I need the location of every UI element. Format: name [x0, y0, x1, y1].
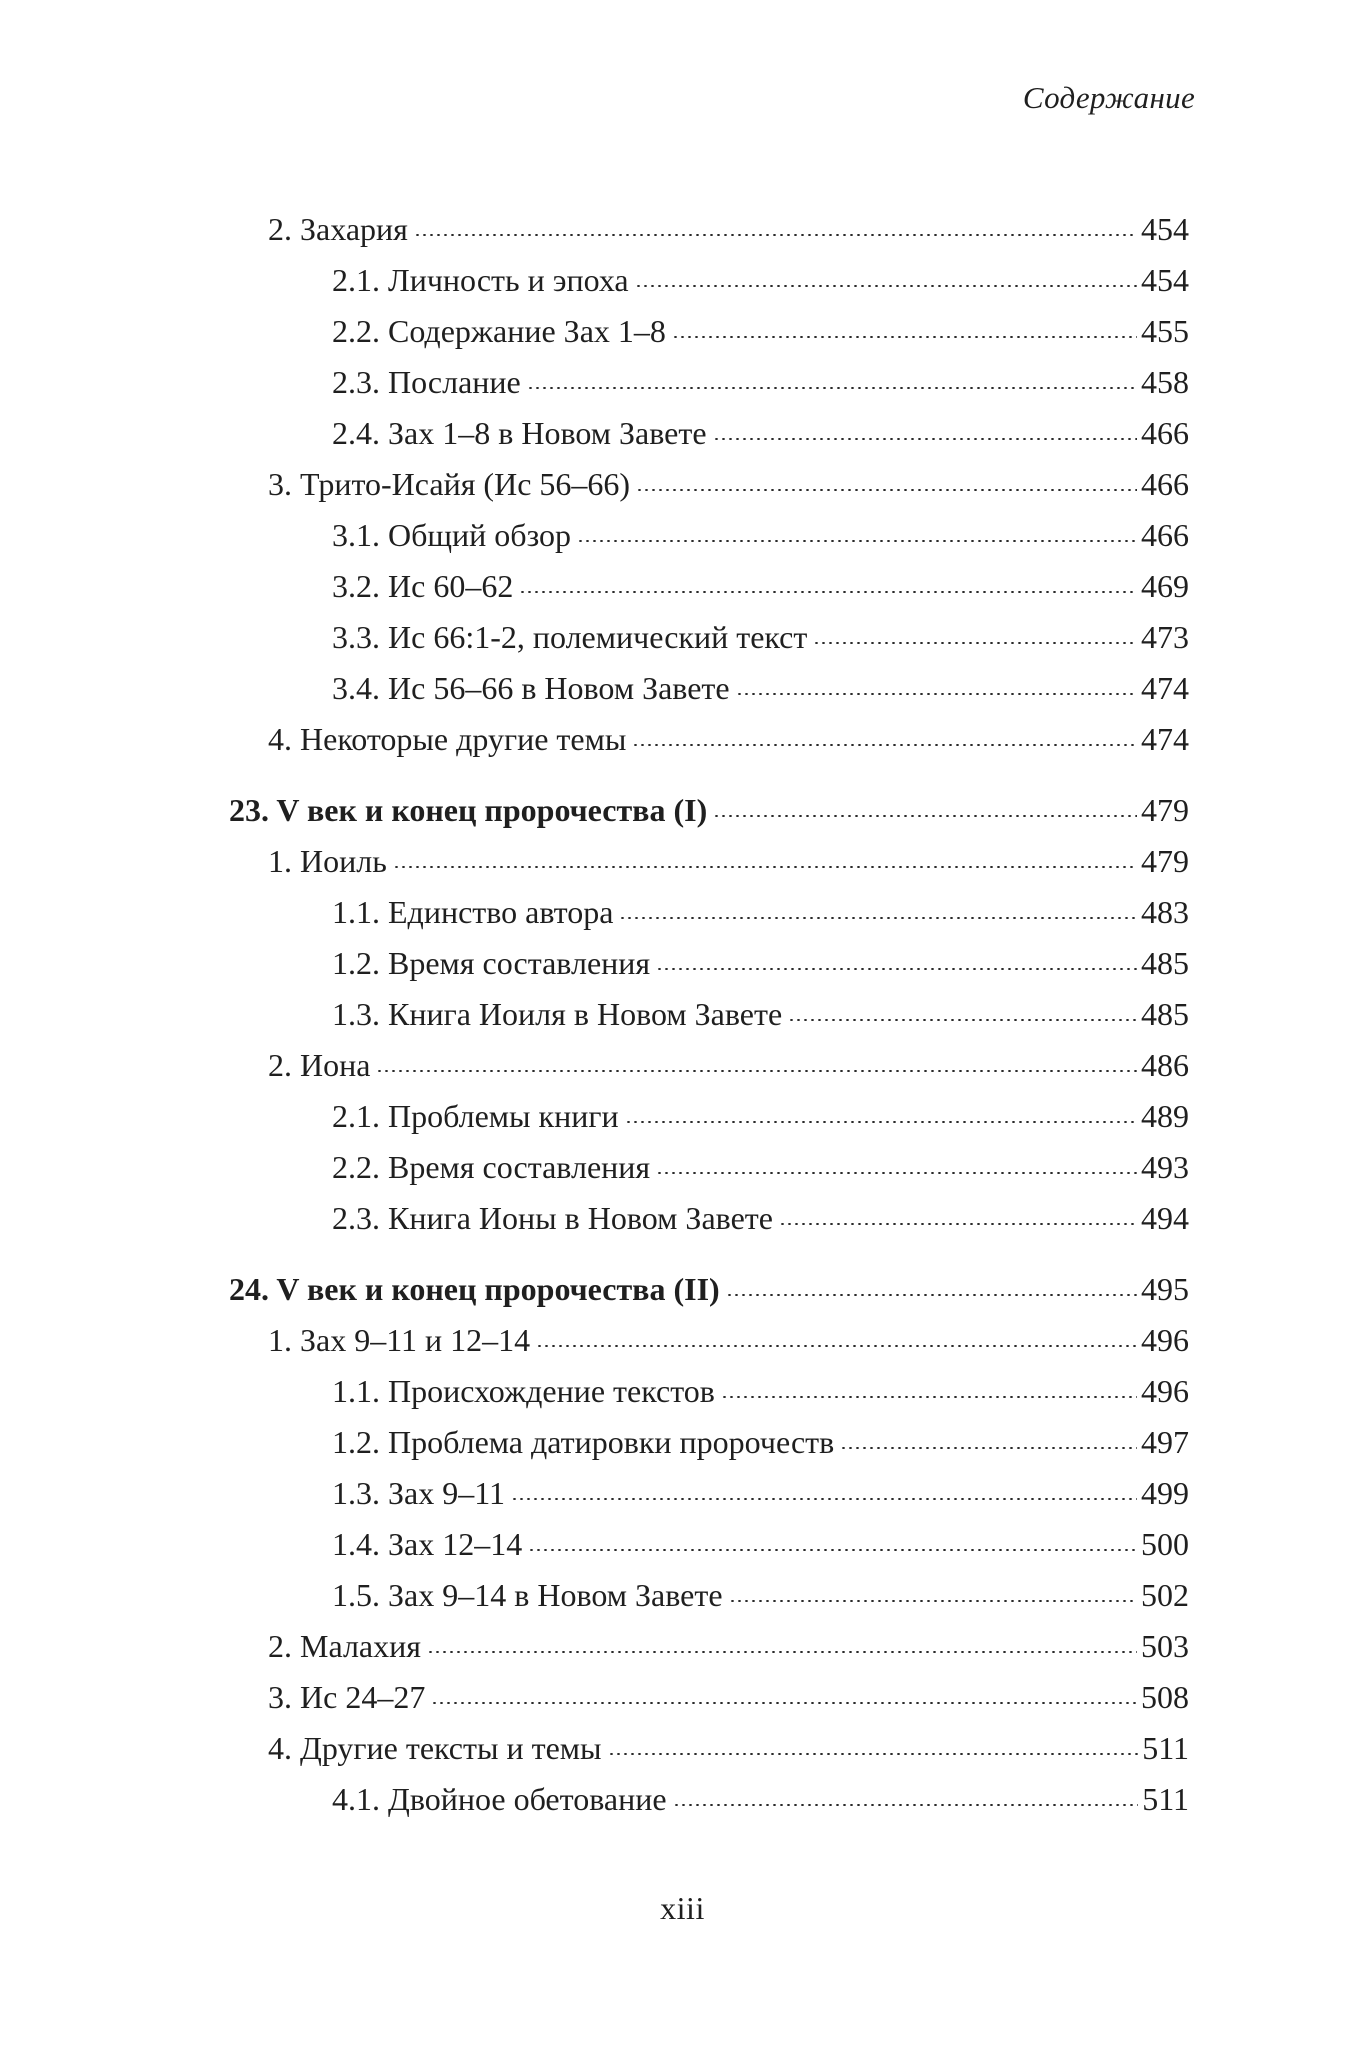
dot-leader [519, 591, 1137, 593]
toc-entry[interactable] [229, 1417, 1189, 1468]
toc-entry-page-number: 508 [1141, 1679, 1189, 1715]
toc-entry-page-number: 494 [1141, 1200, 1189, 1236]
dot-leader [527, 387, 1137, 389]
toc-entry-page-number: 500 [1141, 1526, 1189, 1562]
toc-entry[interactable] [229, 887, 1189, 938]
toc-entry-page-number: 466 [1141, 466, 1189, 502]
toc-entry[interactable] [229, 357, 1189, 408]
dot-leader [729, 1600, 1137, 1602]
dot-leader [788, 1019, 1137, 1021]
dot-leader [736, 693, 1137, 695]
toc-entry[interactable] [229, 1672, 1189, 1723]
dot-leader [636, 489, 1137, 491]
toc-entry-page-number: 479 [1141, 792, 1189, 828]
dot-leader [625, 1121, 1137, 1123]
toc-entry-title: 2.2. Время составления [332, 1149, 651, 1185]
toc-entry-title: 24. V век и конец пророчества (II) [229, 1271, 720, 1307]
dot-leader [431, 1702, 1137, 1704]
toc-entry-page-number: 497 [1141, 1424, 1189, 1460]
toc-entry-title: 2.3. Книга Ионы в Новом Завете [332, 1200, 773, 1236]
running-head: Содержание [1022, 80, 1195, 115]
toc-entry-page-number: 479 [1141, 843, 1189, 879]
toc-entry-title: 1. Иоиль [268, 843, 387, 879]
toc-entry[interactable] [229, 255, 1189, 306]
toc-entry-page-number: 493 [1141, 1149, 1189, 1185]
toc-entry-title: 2. Иона [268, 1047, 371, 1083]
dot-leader [713, 438, 1137, 440]
toc-entry[interactable] [229, 1774, 1189, 1825]
toc-entry-page-number: 511 [1142, 1781, 1189, 1817]
toc-entry[interactable] [229, 714, 1189, 765]
toc-entry-title: 1.1. Единство автора [332, 894, 614, 930]
toc-entry-title: 3.3. Ис 66:1-2, полемический текст [332, 619, 808, 655]
toc-entry[interactable] [229, 989, 1189, 1040]
toc-entry[interactable] [229, 1091, 1189, 1142]
toc-entry-title: 1.3. Зах 9–11 [332, 1475, 506, 1511]
toc-entry-title: 3.4. Ис 56–66 в Новом Завете [332, 670, 730, 706]
dot-leader [376, 1070, 1137, 1072]
toc-entry[interactable] [229, 204, 1189, 255]
toc-entry-title: 1.3. Книга Иоиля в Новом Завете [332, 996, 783, 1032]
toc-entry-page-number: 496 [1141, 1373, 1189, 1409]
dot-leader [635, 285, 1137, 287]
toc-entry-page-number: 483 [1141, 894, 1189, 930]
toc-chapter-entry[interactable] [229, 1264, 1189, 1315]
toc-entry-page-number: 496 [1141, 1322, 1189, 1358]
page-number: xiii [660, 1890, 705, 1926]
toc-entry[interactable] [229, 836, 1189, 887]
dot-leader [656, 1172, 1137, 1174]
toc-entry-title: 4. Другие тексты и темы [268, 1730, 602, 1766]
dot-leader [726, 1294, 1137, 1296]
toc-entry[interactable] [229, 561, 1189, 612]
toc-entry[interactable] [229, 510, 1189, 561]
toc-entry-title: 1. Зах 9–11 и 12–14 [268, 1322, 531, 1358]
toc-entry-page-number: 455 [1141, 313, 1189, 349]
toc-entry-page-number: 454 [1141, 211, 1189, 247]
toc-entry[interactable] [229, 938, 1189, 989]
toc-entry[interactable] [229, 1723, 1189, 1774]
dot-leader [427, 1651, 1137, 1653]
toc-entry-page-number: 474 [1141, 721, 1189, 757]
toc-entry-title: 3.1. Общий обзор [332, 517, 572, 553]
toc-entry-title: 1.2. Проблема датировки пророчеств [332, 1424, 835, 1460]
toc-entry-page-number: 495 [1141, 1271, 1189, 1307]
toc-entry[interactable] [229, 612, 1189, 663]
toc-entry[interactable] [229, 1315, 1189, 1366]
toc-entry-title: 1.4. Зах 12–14 [332, 1526, 523, 1562]
toc-entry[interactable] [229, 1468, 1189, 1519]
dot-leader [672, 336, 1137, 338]
toc-entry-page-number: 473 [1141, 619, 1189, 655]
toc-entry[interactable] [229, 1193, 1189, 1244]
toc-entry-title: 1.2. Время составления [332, 945, 651, 981]
toc-entry[interactable] [229, 459, 1189, 510]
dot-leader [840, 1447, 1137, 1449]
toc-entry-title: 23. V век и конец пророчества (I) [229, 792, 708, 828]
dot-leader [619, 917, 1137, 919]
dot-leader [656, 968, 1137, 970]
toc-entry-title: 1.5. Зах 9–14 в Новом Завете [332, 1577, 723, 1613]
toc-entry-title: 1.1. Происхождение текстов [332, 1373, 715, 1409]
toc-entry[interactable] [229, 663, 1189, 714]
toc-entry-page-number: 485 [1141, 996, 1189, 1032]
toc-entry-title: 2.1. Проблемы книги [332, 1098, 619, 1134]
dot-leader [813, 642, 1137, 644]
toc-entry-page-number: 466 [1141, 415, 1189, 451]
dot-leader [632, 744, 1137, 746]
toc-entry-title: 2.3. Послание [332, 364, 521, 400]
toc-entry-title: 4.1. Двойное обетование [332, 1781, 667, 1817]
toc-entry-title: 2.2. Содержание Зах 1–8 [332, 313, 666, 349]
toc-entry-title: 3. Ис 24–27 [268, 1679, 426, 1715]
toc-entry[interactable] [229, 306, 1189, 357]
toc-entry-title: 3.2. Ис 60–62 [332, 568, 514, 604]
toc-entry-page-number: 489 [1141, 1098, 1189, 1134]
toc-entry[interactable] [229, 1366, 1189, 1417]
toc-entry-title: 2.4. Зах 1–8 в Новом Завете [332, 415, 707, 451]
toc-entry-page-number: 499 [1141, 1475, 1189, 1511]
toc-entry-page-number: 469 [1141, 568, 1189, 604]
toc-entry-title: 2. Захария [268, 211, 408, 247]
toc-entry-page-number: 502 [1141, 1577, 1189, 1613]
toc-entry-page-number: 486 [1141, 1047, 1189, 1083]
dot-leader [577, 540, 1137, 542]
toc-entry[interactable] [229, 1519, 1189, 1570]
dot-leader [414, 234, 1137, 236]
dot-leader [721, 1396, 1137, 1398]
dot-leader [608, 1753, 1139, 1755]
dot-leader [713, 815, 1137, 817]
dot-leader [536, 1345, 1137, 1347]
toc-entry[interactable] [229, 1570, 1189, 1621]
toc-entry-title: 4. Некоторые другие темы [268, 721, 627, 757]
toc-entry[interactable] [229, 408, 1189, 459]
dot-leader [673, 1804, 1139, 1806]
table-of-contents [229, 204, 1189, 1825]
toc-entry-page-number: 503 [1141, 1628, 1189, 1664]
toc-entry-title: 2.1. Личность и эпоха [332, 262, 629, 298]
dot-leader [779, 1223, 1137, 1225]
toc-entry[interactable] [229, 1142, 1189, 1193]
toc-entry-page-number: 454 [1141, 262, 1189, 298]
toc-entry[interactable] [229, 1621, 1189, 1672]
toc-entry-page-number: 511 [1142, 1730, 1189, 1766]
toc-entry[interactable] [229, 1040, 1189, 1091]
toc-entry-title: 3. Трито-Исайя (Ис 56–66) [268, 466, 631, 502]
toc-entry-page-number: 474 [1141, 670, 1189, 706]
dot-leader [393, 866, 1137, 868]
toc-entry-title: 2. Малахия [268, 1628, 421, 1664]
dot-leader [528, 1549, 1137, 1551]
toc-chapter-entry[interactable] [229, 785, 1189, 836]
toc-entry-page-number: 466 [1141, 517, 1189, 553]
dot-leader [511, 1498, 1137, 1500]
toc-entry-page-number: 458 [1141, 364, 1189, 400]
toc-entry-page-number: 485 [1141, 945, 1189, 981]
